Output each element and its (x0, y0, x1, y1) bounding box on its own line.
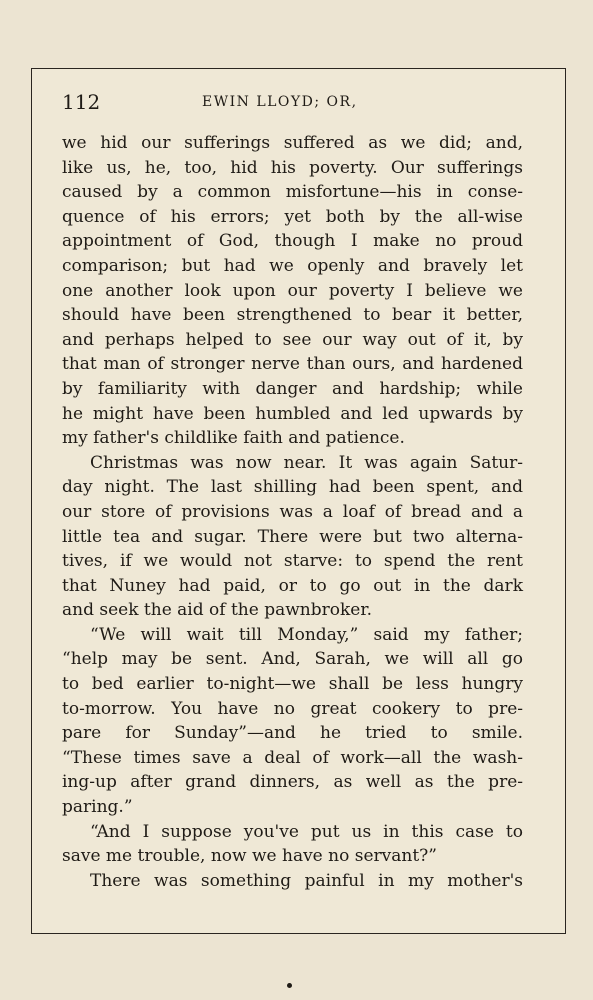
running-head: EWIN LLOYD; OR, (202, 94, 358, 110)
text-line: pare for Sunday”—and he tried to smile. (62, 723, 523, 744)
text-line: quence of his errors; yet both by the all-wise (62, 206, 523, 227)
text-line: save me trouble, now we have no servant?” (62, 846, 437, 867)
text-line: ing-up after grand dinners, as well as the pre- (62, 772, 523, 793)
text-line: he might have been humbled and led upwards by (62, 403, 523, 424)
text-line: we hid our sufferings suffered as we did; and, (62, 133, 523, 153)
text-line: my father's childlike faith and patience. (62, 428, 405, 449)
text-line: caused by a common misfortune—his in conse- (62, 182, 523, 203)
text-line: should have been strengthened to bear it better, (62, 305, 523, 326)
text-line: tives, if we would not starve: to spend the rent (62, 551, 523, 572)
text-line: appointment of God, though I make no proud (62, 231, 523, 252)
text-line: to-morrow. You have no great cookery to pre- (62, 698, 523, 719)
text-line: that Nuney had paid, or to go out in the dark (62, 575, 523, 596)
text-line: and perhaps helped to see our way out of it, by (62, 329, 523, 350)
text-line: little tea and sugar. There were but two alterna- (62, 526, 523, 547)
paragraph-first-line: There was something painful in my mother's (90, 870, 523, 891)
paragraph-first-line: “We will wait till Monday,” said my father; (90, 624, 523, 645)
text-line: and seek the aid of the pawnbroker. (62, 600, 372, 621)
text-line: to bed earlier to-night—we shall be less hungry (62, 674, 523, 695)
text-line: one another look upon our poverty I believe we (62, 280, 523, 301)
ink-mark (287, 983, 292, 988)
text-line: that man of stronger nerve than ours, and hardened (62, 354, 523, 375)
body-text (62, 131, 523, 893)
text-line: like us, he, too, hid his poverty. Our sufferings (62, 157, 523, 178)
text-line: our store of provisions was a loaf of bread and a (62, 501, 523, 522)
page-header (62, 90, 523, 120)
page-number: 112 (62, 90, 101, 114)
paragraph-first-line: “And I suppose you've put us in this case to (90, 821, 523, 842)
paragraph-first-line: Christmas was now near. It was again Satur- (90, 452, 523, 473)
text-line: comparison; but had we openly and bravely let (62, 255, 523, 276)
text-line: day night. The last shilling had been spent, and (62, 477, 523, 498)
text-line: “These times save a deal of work—all the wash- (62, 747, 523, 768)
text-line: paring.” (62, 797, 133, 818)
text-line: “help may be sent. And, Sarah, we will all go (62, 649, 523, 670)
text-line: by familiarity with danger and hardship; while (62, 378, 523, 399)
